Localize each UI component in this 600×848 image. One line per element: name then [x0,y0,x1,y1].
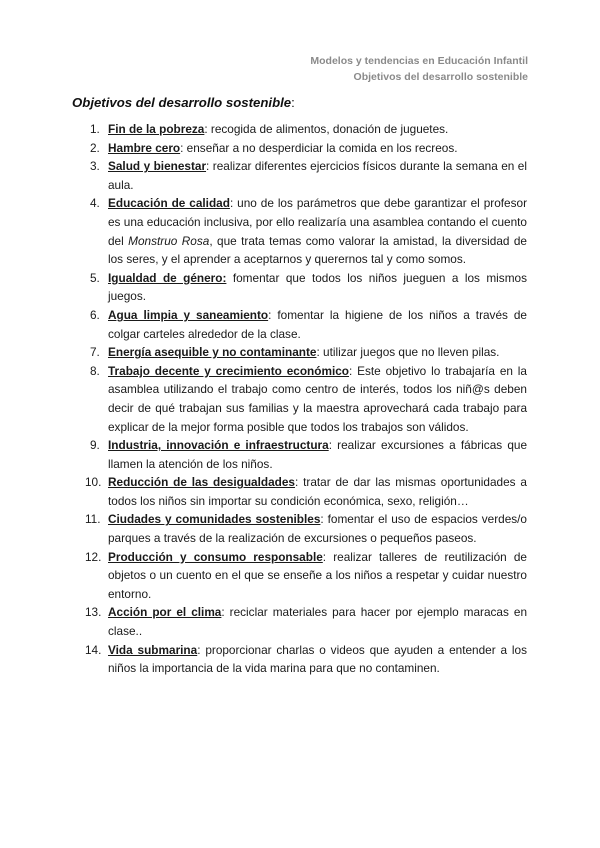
item-number: 7. [90,345,100,360]
item-number: 9. [90,438,100,453]
list-item [72,269,527,306]
objective-text: : uno de los parámetros que debe garantizar el profesor es una educación inclusiva, por ello realizaría una asamblea contando el cuento del [108,196,527,248]
item-number: 4. [90,196,100,211]
list-item [72,436,527,473]
list-item [72,194,527,268]
item-number: 5. [90,270,100,285]
list-item [72,139,527,158]
objective-text: : tratar de dar las mismas oportunidades a todos los niños sin importar su condición económica, sexo, religión… [108,475,527,508]
objective-term: Trabajo decente y crecimiento económico [108,363,349,378]
objective-text: : proporcionar charlas o videos que ayuden a entender a los niños la importancia de la vida marina para que no contaminen. [108,642,527,676]
objective-term: Reducción de las desigualdades [108,475,295,490]
item-number: 11. [85,512,101,527]
objective-text: : realizar talleres de reutilización de objetos o un cuento en el que se enseñe a los niños a respetar y cuidar nuestro entorno. [108,549,527,601]
objective-term: Ciudades y comunidades sostenibles [108,512,321,527]
item-number: 2. [90,140,100,155]
objective-text: : recogida de alimentos, donación de juguetes. [204,122,449,136]
list-item [72,120,527,139]
item-number: 10. [85,475,102,490]
item-number: 8. [90,363,100,378]
objective-term: Producción y consumo responsable [108,549,323,564]
document-title-colon: : [291,95,295,110]
list-item [72,343,527,362]
item-number: 6. [90,307,100,322]
objective-text: : Este objetivo lo trabajaría en la asamblea utilizando el trabajo como centro de interés, todos los niñ@s deben decir de qué trabajan sus familias y la maestra aprovechará cada trabajo para explicar de la mejor forma posible que todos los trabajos son válidos. [108,363,527,434]
item-number: 13. [85,605,102,620]
objective-text: : enseñar a no desperdiciar la comida en los recreos. [180,140,458,155]
page-header [310,53,528,85]
objective-term: Energía asequible y no contaminante [108,345,317,360]
objective-text: fomentar que todos los niños jueguen a los mismos juegos. [108,270,527,304]
header-topic: Objetivos del desarrollo sostenible [353,71,528,83]
document-title [72,95,295,110]
list-item [72,157,527,194]
objective-text: : utilizar juegos que no lleven pilas. [316,345,500,360]
document-title-text: Objetivos del desarrollo sostenible [72,95,292,110]
objectives-list [72,120,527,678]
objective-text: : realizar excursiones a fábricas que llamen la atención de los niños. [108,438,528,471]
objective-term: Fin de la pobreza [108,122,205,136]
objective-term: Igualdad de género: [108,270,227,285]
book-title: Monstruo Rosa [128,233,210,248]
objective-text: : fomentar la higiene de los niños a través de colgar carteles alrededor de la clase. [108,307,527,341]
item-number: 3. [90,159,100,174]
objective-term: Acción por el clima [108,605,222,620]
list-item [72,306,527,343]
objective-text: : realizar diferentes ejercicios físicos durante la semana en el aula. [108,159,527,192]
list-item [72,603,527,640]
objective-text: : reciclar materiales para hacer por ejemplo maracas en clase.. [108,605,527,639]
item-number: 14. [85,642,102,657]
list-item [72,510,527,547]
objective-term: Industria, innovación e infraestructura [108,438,329,453]
item-number: 12. [85,549,102,564]
objective-term: Agua limpia y saneamiento [108,307,269,322]
objective-term: Hambre cero [108,140,181,155]
objective-text-continued: , que trata temas como valorar la amistad, la diversidad de los seres, y el aprender a aceptarnos y querernos tal y como somos. [108,233,527,267]
header-course: Modelos y tendencias en Educación Infantil [310,55,528,67]
objective-term: Educación de calidad [108,196,230,211]
item-number: 1. [90,122,100,136]
objective-text: : fomentar el uso de espacios verdes/o parques a través de la realización de excursiones o pequeños paseos. [108,512,527,546]
objective-term: Salud y bienestar [108,159,207,174]
objective-term: Vida submarina [108,642,198,657]
list-item [72,641,527,678]
list-item [72,473,527,510]
list-item [72,548,527,604]
list-item [72,362,527,436]
